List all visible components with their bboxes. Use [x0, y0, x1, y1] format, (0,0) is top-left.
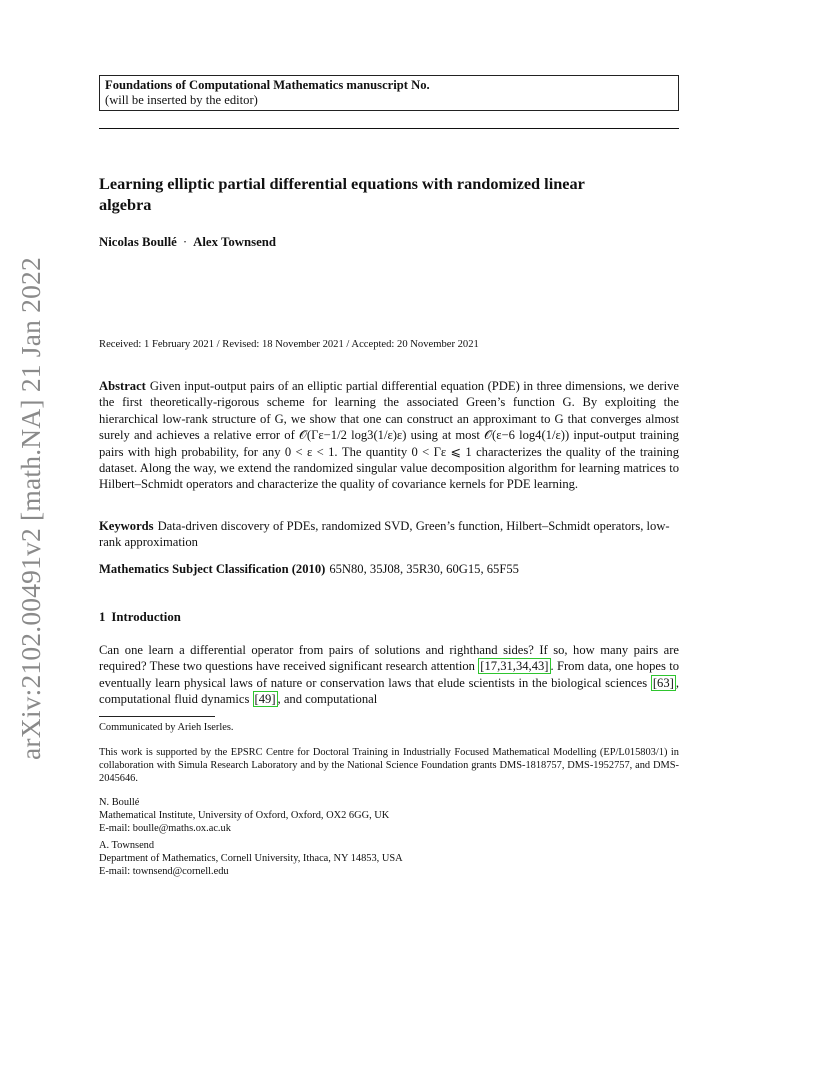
keywords-text: Data-driven discovery of PDEs, randomized SVD, Green’s function, Hilbert–Schmidt operators, low-rank approximation [99, 519, 670, 550]
paper-title [99, 173, 679, 215]
author-townsend: Alex Townsend [193, 235, 276, 249]
intro-text-2: . From data, one hopes to eventually learn physical laws of nature or conservation laws that elude scientists in the biological sciences [99, 659, 679, 690]
journal-name: Foundations of Computational Mathematics manuscript No. [105, 78, 430, 92]
msc-classification [99, 561, 679, 577]
arxiv-stamp: arXiv:2102.00491v2 [math.NA] 21 Jan 2022 [15, 257, 46, 760]
address-name: N. Boullé [99, 797, 140, 808]
section-title: Introduction [111, 610, 181, 624]
header-rule [99, 128, 679, 129]
editor-note: (will be inserted by the editor) [105, 93, 258, 107]
section-number: 1 [99, 610, 106, 624]
keywords-label: Keywords [99, 519, 154, 533]
intro-text-3: , computational fluid dynamics [99, 675, 679, 707]
address-name: A. Townsend [99, 840, 155, 851]
author-list [99, 235, 276, 250]
title-line-1: Learning elliptic partial differential equations with randomized linear [99, 174, 585, 193]
submission-dates: Received: 1 February 2021 / Revised: 18 November 2021 / Accepted: 20 November 2021 [99, 339, 479, 350]
msc-codes: 65N80, 35J08, 35R30, 60G15, 65F55 [329, 562, 519, 576]
abstract-text-1: Given input-output pairs of an elliptic partial differential equation (PDE) in three dimensions, we derive the first theoretically-rigorous scheme for learning the associated Green’s function G. By exploiting the hierarchical low-rank structure of G, we show that one can construct an approximant to G that converges almost surely and achieves a relative error of [99, 379, 679, 443]
address-institution: Department of Mathematics, Cornell University, Ithaca, NY 14853, USA [99, 852, 403, 864]
citation-link[interactable]: [17,31,34,43] [480, 659, 549, 674]
address-email[interactable]: E-mail: boulle@maths.ox.ac.uk [99, 822, 231, 834]
citation-link[interactable]: [49] [254, 692, 276, 707]
author-separator: · [182, 235, 188, 249]
title-line-2: algebra [99, 195, 152, 214]
intro-paragraph [99, 642, 679, 708]
address-email[interactable]: E-mail: townsend@cornell.edu [99, 865, 229, 877]
abstract-label: Abstract [99, 379, 146, 393]
abstract-text-3: input-output training pairs with high probability, for any 0 < ε < 1. The quantity 0 < Γε ⩽ 1 characterizes the quality of the training dataset. Along the way, we extend the randomized singular value decomposition algorithm for learning matrices to Hilbert–Schmidt operators and characterize the quality of covariance kernels for PDE learning. [99, 428, 679, 492]
msc-label: Mathematics Subject Classification (2010) [99, 562, 326, 576]
citation-link[interactable]: [63] [652, 675, 674, 690]
section-heading [99, 610, 181, 625]
footnote-rule [99, 716, 215, 717]
keywords [99, 518, 679, 551]
intro-text-1: Can one learn a differential operator from pairs of solutions and righthand sides? If so, how many pairs are required? These two questions have received significant research attention [99, 643, 679, 674]
intro-text-4: , and computational [277, 692, 378, 707]
abstract-text-2: using at most [406, 428, 485, 443]
journal-header-box [99, 75, 679, 111]
author-address-boulle [99, 797, 679, 835]
abstract-error-bound: 𝒪(Γε−1/2 log3(1/ε)ε) [298, 428, 407, 443]
footnote-communicated: Communicated by Arieh Iserles. [99, 722, 234, 733]
address-institution: Mathematical Institute, University of Oxford, Oxford, OX2 6GG, UK [99, 809, 390, 821]
abstract-sample-bound: 𝒪(ε−6 log4(1/ε)) [484, 428, 570, 443]
footnote-funding: This work is supported by the EPSRC Centre for Doctoral Training in Industrially Focused Mathematical Modelling (EP/L015803/1) in collaboration with Simula Research Laboratory and by the National Science Foundation grants DMS-1818757, DMS-1952757, and DMS-2045646. [99, 747, 679, 784]
author-boulle: Nicolas Boullé [99, 235, 177, 249]
abstract [99, 378, 679, 493]
author-address-townsend [99, 840, 679, 878]
